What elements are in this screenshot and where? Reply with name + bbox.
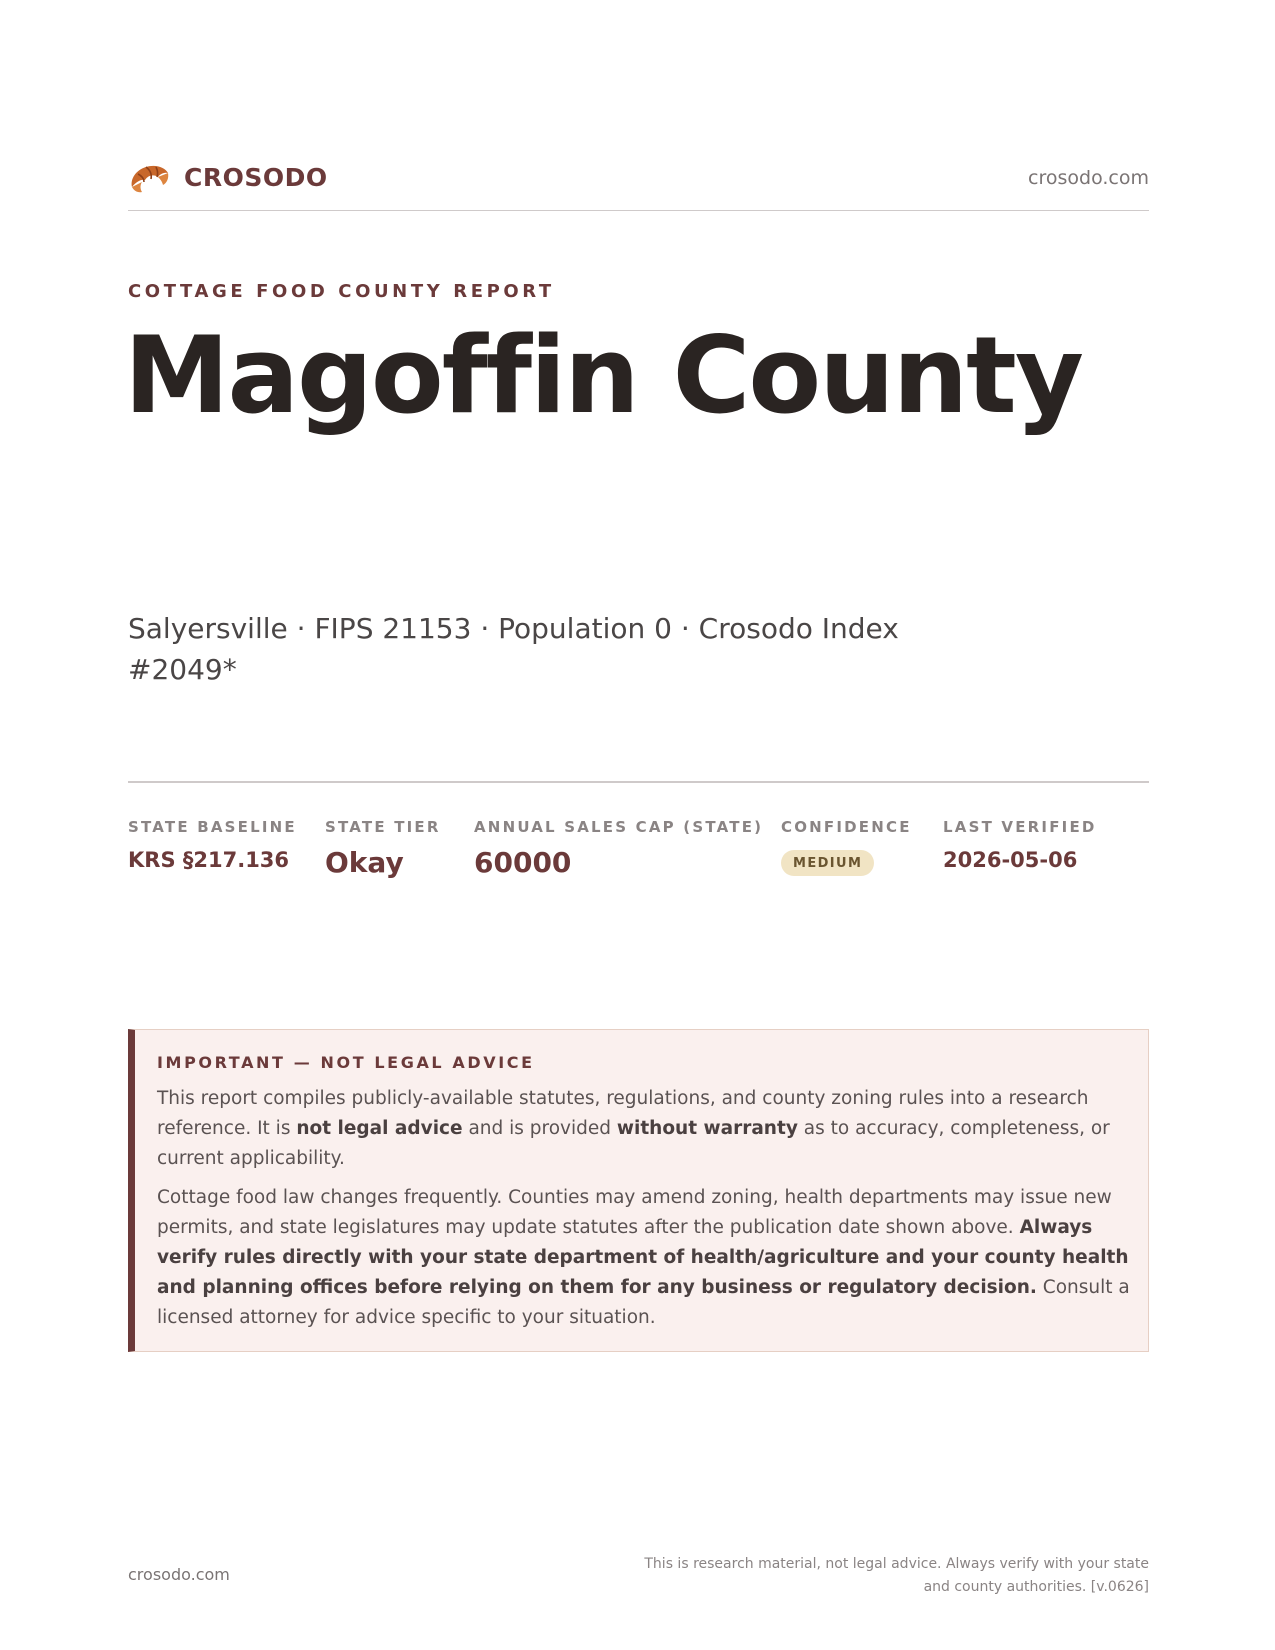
confidence-badge: MEDIUM (781, 850, 874, 876)
brand-name: CROSODO (184, 163, 328, 192)
footer-disclaimer: This is research material, not legal advice. Always verify with your state and county authorities. [v.0626] (644, 1556, 1149, 1595)
footer-site[interactable]: crosodo.com (128, 1565, 230, 1584)
stat-label: ANNUAL SALES CAP (STATE) (474, 818, 764, 836)
page-title: Magoffin County (124, 314, 1082, 437)
notice-body (157, 1084, 1132, 1333)
notice-text: Cottage food law changes frequently. Counties may amend zoning, health departments may issue new permits, and state legislatures may update statutes after the publication date shown above. (157, 1187, 1112, 1238)
notice-paragraph (157, 1084, 1132, 1174)
site-url[interactable]: crosodo.com (1028, 167, 1149, 189)
stat-label: STATE BASELINE (128, 818, 297, 836)
stat-label: CONFIDENCE (781, 818, 912, 836)
stat-confidence (781, 818, 912, 876)
stat-state-tier (325, 818, 441, 879)
divider (128, 781, 1149, 783)
stats-row (128, 818, 1149, 898)
notice-text: This report compiles publicly-available statutes, regulations, and county zoning rules into a research reference. It is (157, 1088, 1089, 1139)
notice-emphasis: not legal advice (296, 1118, 463, 1139)
notice-text: and is provided (462, 1118, 617, 1139)
stat-last-verified (943, 818, 1097, 872)
report-eyebrow: COTTAGE FOOD COUNTY REPORT (128, 281, 555, 302)
notice-emphasis: without warranty (616, 1118, 798, 1139)
croissant-icon (128, 161, 170, 197)
notice-text: Consult a licensed attorney for advice specific to your situation. (157, 1277, 1130, 1328)
notice-title: IMPORTANT — NOT LEGAL ADVICE (157, 1053, 535, 1072)
notice-emphasis: Always verify rules directly with your state department of health/agriculture and your county health and planning offices before relying on them for any business or regulatory decision. (157, 1217, 1129, 1298)
stat-value: 60000 (474, 846, 572, 879)
legal-notice (128, 1029, 1149, 1352)
stat-label: LAST VERIFIED (943, 818, 1097, 836)
stat-value: Okay (325, 846, 404, 879)
notice-text: as to accuracy, completeness, or current applicability. (157, 1118, 1110, 1169)
stat-annual-sales-cap (474, 818, 763, 879)
notice-paragraph (157, 1183, 1132, 1333)
stat-value: 2026-05-06 (943, 848, 1078, 872)
stat-value: KRS §217.136 (128, 848, 290, 872)
report-subtitle: Salyersville · FIPS 21153 · Population 0 · Crosodo Index #2049* (128, 612, 899, 686)
stat-state-baseline (128, 818, 297, 872)
stat-label: STATE TIER (325, 818, 441, 836)
report-page (124, 0, 1149, 1650)
page-header (128, 155, 1149, 211)
